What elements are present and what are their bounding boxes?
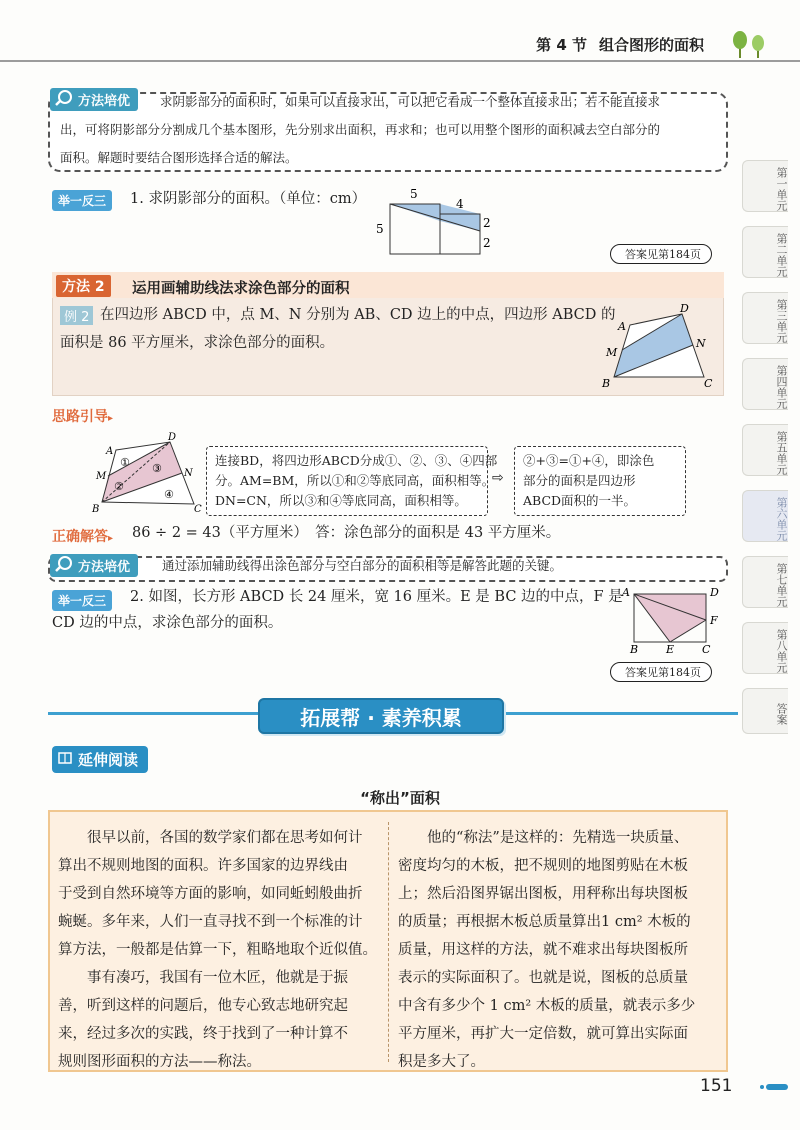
exercise-2-question-2 [52, 610, 282, 636]
tip-line: 求阴影部分的面积时，如果可以直接求出，可以把它看成一个整体直接求出；若不能直接求 [160, 94, 661, 109]
article-line: 中含有多少个 1 cm² 木板的质量，就表示多少 [398, 998, 696, 1014]
arrow-right-icon: ⇨ [492, 470, 504, 486]
article-line: 质量，用这样的方法，就不难求出每块图板所 [398, 942, 688, 958]
article-line: 上；然后沿图界锯出图板，用秤称出每块图板 [398, 886, 688, 902]
article-line: 善，听到这样的问题后，他专心致志地研究起 [58, 998, 348, 1014]
article-line: 规则图形面积的方法——称法。 [58, 1054, 261, 1070]
th-label-C: C [194, 504, 202, 515]
ex2-label-A: A [622, 586, 630, 599]
exercise-2-figure [620, 582, 730, 654]
solution-text: 86 ÷ 2 = 43（平方厘米） 答：涂色部分的面积是 43 平方厘米。 [132, 525, 561, 541]
ex2-label-D: D [710, 586, 719, 599]
method-tip-text-2 [60, 116, 720, 172]
fig1-label-top5: 5 [410, 187, 418, 201]
ex2-label-F: F [710, 614, 718, 627]
ex-label-N: N [696, 337, 706, 350]
tip-line: 出，可将阴影部分分割成几个基本图形，先分别求出面积，再求和；也可以用整个图形的面积减去空白部分的 [60, 122, 661, 137]
page-dot [760, 1085, 764, 1089]
book-icon [58, 751, 72, 765]
th-region-2: ② [114, 480, 124, 493]
unit-tab-3[interactable]: 第三单元 [742, 292, 788, 344]
ex2-label-C: C [702, 643, 711, 654]
article-line: 表示的实际面积了。也就是说，图板的总质量 [398, 970, 688, 986]
header-title [536, 34, 704, 55]
fig1-label-left5: 5 [376, 222, 384, 236]
note-line: 连接BD，将四边形ABCD分成①、②、③、④四部 [215, 453, 498, 468]
ex-label-B: B [602, 377, 611, 390]
arrow-icon: ▸ [108, 413, 114, 424]
article-line: 的质量；再根据木板总质量算出1 cm² 木板的 [398, 914, 691, 930]
note-line: ABCD面积的一半。 [523, 493, 637, 508]
thinking-note-2 [514, 446, 686, 516]
article-line: 来，经过多次的实践，终于找到了一种计算不 [58, 1026, 348, 1042]
th-region-4: ④ [164, 488, 174, 501]
fig1-label-top4: 4 [456, 197, 464, 211]
practice-badge: 举一反三 [52, 190, 112, 211]
article-line: 他的“称法”是这样的：先精选一块质量、 [398, 830, 689, 846]
arrow-icon: ▸ [108, 533, 114, 544]
example-line: 在四边形 ABCD 中，点 M、N 分别为 AB、CD 边上的中点，四边形 ABCD 的 [100, 307, 616, 323]
method-label: 方法 2 [56, 275, 111, 297]
magnifier-icon [54, 89, 74, 107]
article-line: 算出不规则地图的面积。许多国家的边界线由 [58, 858, 348, 874]
extended-reading-label [52, 746, 148, 773]
unit-tab-9[interactable]: 答案 [742, 688, 788, 734]
method-tip-badge-label: 方法培优 [78, 560, 131, 575]
thinking-note-1 [206, 446, 498, 516]
unit-tab-6[interactable]: 第六单元 [742, 490, 788, 542]
ex-label-C: C [704, 377, 713, 390]
thinking-figure [90, 432, 210, 516]
answer-reference: 答案见第184页 [610, 244, 712, 264]
article-right-column [398, 824, 695, 1076]
article-line: 很早以前，各国的数学家们都在思考如何计 [58, 830, 363, 846]
method-title: 运用画辅助线法求涂色部分的面积 [132, 281, 350, 297]
unit-tab-2[interactable]: 第二单元 [742, 226, 788, 278]
tree-icon [730, 30, 770, 60]
th-region-1: ① [120, 456, 130, 469]
article-divider [388, 822, 389, 1062]
th-label-A: A [106, 446, 114, 457]
article-line: 于受到自然环境等方面的影响，如同蚯蚓般曲折 [58, 886, 363, 902]
article-title: “称出”面积 [360, 789, 440, 807]
article-left-column [58, 824, 377, 1076]
article-line: 事有凑巧，我国有一位木匠，他就是于振 [58, 970, 348, 986]
example-figure [596, 304, 726, 394]
method-tip-badge [50, 88, 138, 111]
article-line: 积是多大了。 [398, 1054, 485, 1070]
article-line: 蜿蜒。多年来，人们一直寻找不到一个标准的计 [58, 914, 363, 930]
example-label: 例 2 [60, 306, 93, 325]
unit-tab-4[interactable]: 第四单元 [742, 358, 788, 410]
magnifier-icon [54, 555, 74, 573]
th-region-3: ③ [152, 462, 162, 475]
header-rule [0, 60, 800, 62]
th-label-D: D [168, 432, 177, 443]
answer-reference-2: 答案见第184页 [610, 662, 712, 682]
thinking-guide-head [52, 406, 113, 426]
practice-badge-2: 举一反三 [52, 590, 112, 611]
ex-label-A: A [618, 320, 626, 333]
page-bar [766, 1084, 788, 1090]
exercise-1-question: 1. 求阴影部分的面积。（单位：cm） [130, 191, 367, 207]
ex2-label-B: B [630, 643, 639, 654]
example-line: 面积是 86 平方厘米，求涂色部分的面积。 [60, 335, 335, 351]
section-number: 第 4 节 [536, 36, 587, 54]
ex-label-D: D [680, 304, 689, 315]
method-tip-badge-label: 方法培优 [78, 94, 131, 109]
article-line: 密度均匀的木板，把不规则的地图剪贴在木板 [398, 858, 688, 874]
note-line: ②+③=①+④，即涂色 [523, 453, 655, 468]
note-line: DN=CN，所以③和④等底同高，面积相等。 [215, 493, 467, 508]
unit-tab-7[interactable]: 第七单元 [742, 556, 788, 608]
exercise-line: CD 边的中点，求涂色部分的面积。 [52, 615, 283, 631]
page-number: 151 [700, 1076, 733, 1096]
th-label-M: M [96, 471, 107, 482]
unit-tab-8[interactable]: 第八单元 [742, 622, 788, 674]
section-banner: 拓展帮 · 素养积累 [258, 698, 504, 734]
tip-line: 面积。解题时要结合图形选择合适的解法。 [60, 150, 298, 165]
method-tip-badge-2 [50, 554, 138, 577]
section-title: 组合图形的面积 [598, 36, 704, 54]
method-tip-text [160, 88, 720, 116]
fig1-label-right2a: 2 [483, 216, 491, 230]
note-line: 部分的面积是四边形 [523, 473, 636, 488]
method-tip-2-text: 通过添加辅助线得出涂色部分与空白部分的面积相等是解答此题的关键。 [162, 558, 563, 573]
exercise-2-question [130, 584, 623, 610]
ex2-label-E: E [666, 643, 675, 654]
unit-tab-5[interactable]: 第五单元 [742, 424, 788, 476]
example-text-2 [60, 330, 334, 356]
exercise-1-figure [370, 186, 500, 256]
thinking-guide-label: 思路引导 [52, 409, 108, 425]
solution-head [52, 526, 113, 546]
unit-tab-1[interactable]: 第一单元 [742, 160, 788, 212]
note-line: 分。AM=BM，所以①和②等底同高，面积相等。 [215, 473, 495, 488]
solution-label: 正确解答 [52, 529, 108, 545]
fig1-label-right2b: 2 [483, 236, 491, 250]
ex-label-M: M [606, 346, 618, 359]
th-label-B: B [92, 504, 100, 515]
article-line: 算方法，一般都是估算一下，粗略地取个近似值。 [58, 942, 377, 958]
th-label-N: N [184, 468, 193, 479]
example-text [100, 302, 615, 328]
article-line: 平方厘米，再扩大一定倍数，就可算出实际面 [398, 1026, 688, 1042]
exercise-line: 2. 如图，长方形 ABCD 长 24 厘米，宽 16 厘米。E 是 BC 边的中点，F 是 [130, 589, 623, 605]
extended-reading-text: 延伸阅读 [78, 751, 139, 769]
